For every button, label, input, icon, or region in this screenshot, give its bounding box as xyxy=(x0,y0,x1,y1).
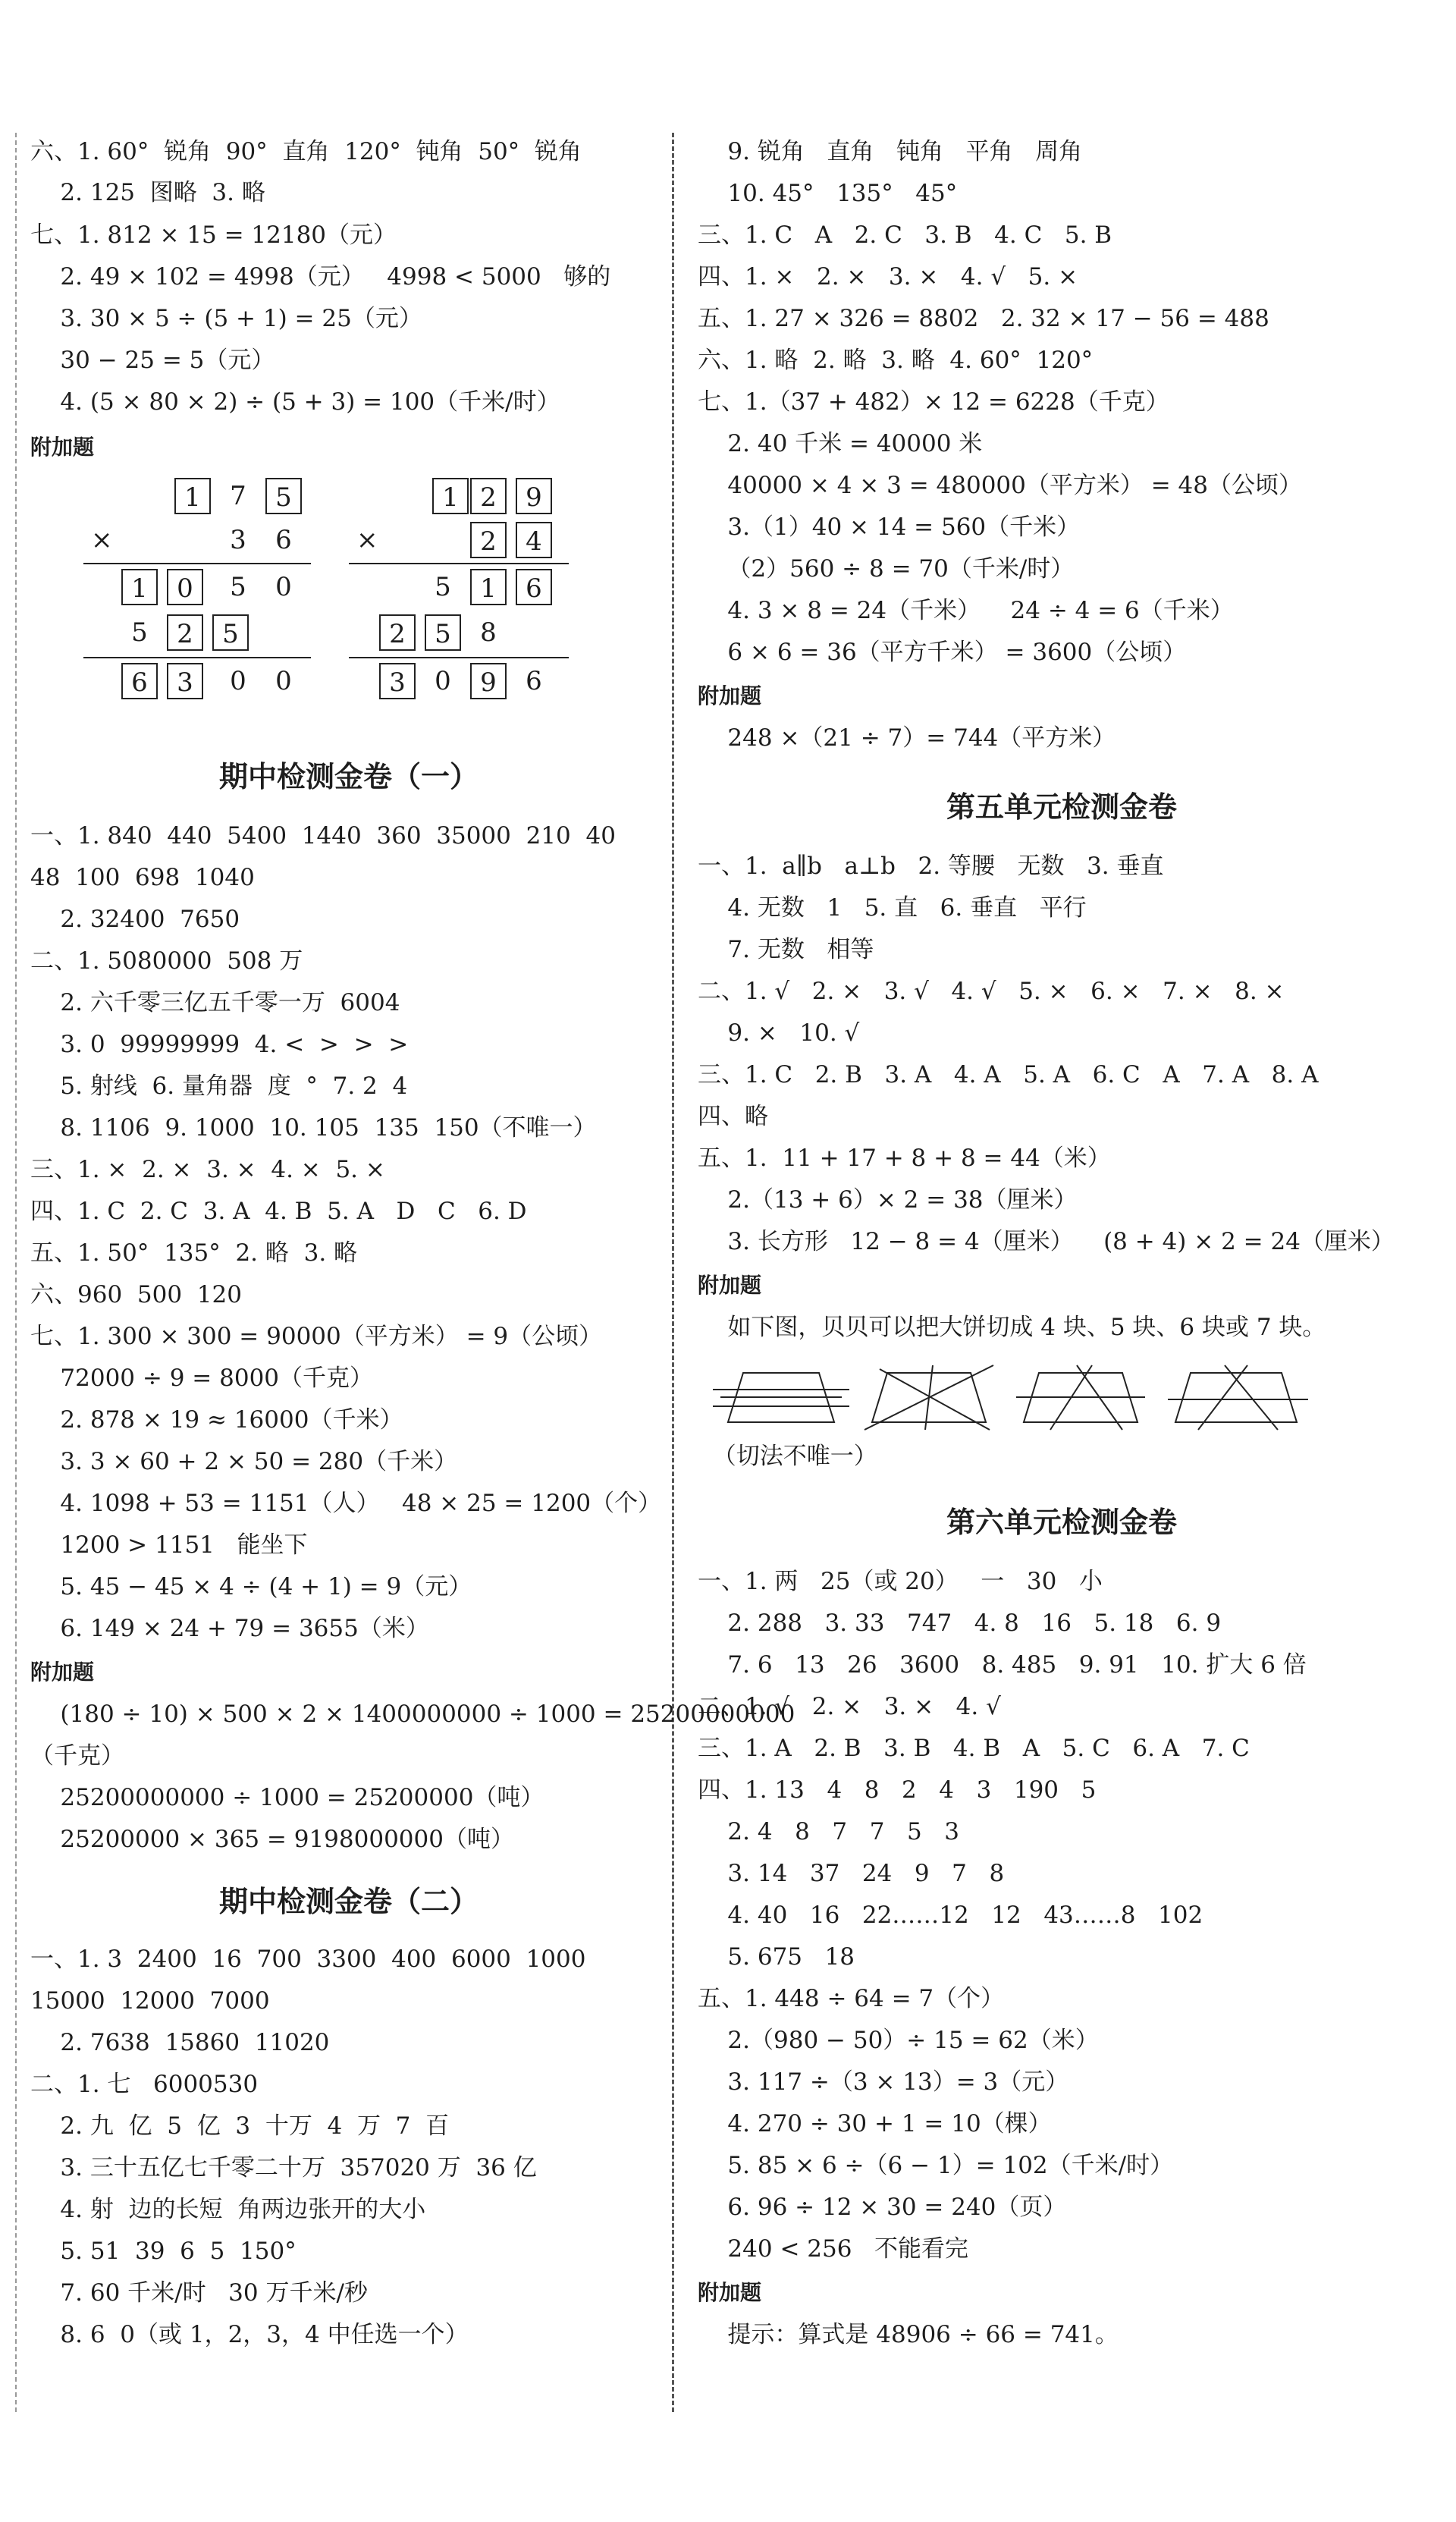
pancake-cut-diagrams xyxy=(705,1358,1320,1434)
section-title: 第六单元检测金卷 xyxy=(946,1506,1177,1539)
sum-rule xyxy=(83,563,311,564)
digit-box: 9 xyxy=(470,663,507,699)
answer-line: 3. 三十五亿七千零二十万 357020 万 36 亿 xyxy=(30,2154,537,2181)
digit-box: 5 xyxy=(265,478,302,514)
answer-line: 二、1. √ 2. × 3. √ 4. √ 5. × 6. × 7. × 8. × xyxy=(698,978,1285,1005)
answer-line: 4. 射 边的长短 角两边张开的大小 xyxy=(30,2196,426,2223)
answer-line: 三、1. × 2. × 3. × 4. × 5. × xyxy=(30,1156,385,1183)
digit-box: 2 xyxy=(379,614,416,651)
answer-line: 2. 32400 7650 xyxy=(30,906,240,933)
extra-question-label: 附加题 xyxy=(698,683,762,708)
answer-line: 5. 85 × 6 ÷（6 − 1）= 102（千米/时） xyxy=(698,2152,1174,2179)
digit: 6 xyxy=(275,525,292,555)
answer-line: 2.（980 − 50）÷ 15 = 62（米） xyxy=(698,2027,1099,2054)
cut-diagram-4-pieces xyxy=(713,1373,849,1422)
answer-line: 3. 14 37 24 9 7 8 xyxy=(698,1860,1005,1887)
answer-line: 4. 3 × 8 = 24（千米） 24 ÷ 4 = 6（千米） xyxy=(698,597,1234,624)
digit-box: 9 xyxy=(516,478,552,514)
answer-line: 五、1. 448 ÷ 64 = 7（个） xyxy=(698,1985,1005,2012)
digit: 0 xyxy=(230,666,246,696)
answer-line: 72000 ÷ 9 = 8000（千克） xyxy=(30,1365,374,1392)
answer-line: 2. 7638 15860 11020 xyxy=(30,2029,330,2056)
answer-line: 40000 × 4 × 3 = 480000（平方米） = 48（公顷） xyxy=(698,472,1302,499)
answer-line: 8. 1106 9. 1000 10. 105 135 150（不唯一） xyxy=(30,1114,597,1142)
digit: 7 xyxy=(230,481,246,511)
answer-line: 三、1. C A 2. C 3. B 4. C 5. B xyxy=(698,221,1112,249)
digit-box: 1 xyxy=(174,478,211,514)
answer-line: 25200000 × 365 = 9198000000（吨） xyxy=(30,1826,514,1853)
answer-line: 六、960 500 120 xyxy=(30,1281,242,1308)
answer-line: 9. 锐角 直角 钝角 平角 周角 xyxy=(698,138,1083,165)
answer-line: （千克） xyxy=(30,1742,124,1770)
times-sign: × xyxy=(356,525,378,555)
answer-note: （切法不唯一） xyxy=(698,1443,877,1470)
sum-rule xyxy=(349,563,569,564)
answer-line: 7. 6 13 26 3600 8. 485 9. 91 10. 扩大 6 倍 xyxy=(698,1651,1307,1679)
extra-question-label: 附加题 xyxy=(30,1660,95,1685)
section-title: 期中检测金卷（一） xyxy=(218,760,479,793)
answer-line: 一、1. 3 2400 16 700 3300 400 6000 1000 xyxy=(30,1946,586,1973)
answer-line: 一、1. a∥b a⊥b 2. 等腰 无数 3. 垂直 xyxy=(698,853,1164,880)
answer-line: 五、1. 50° 135° 2. 略 3. 略 xyxy=(30,1239,358,1267)
answer-line: 4. 无数 1 5. 直 6. 垂直 平行 xyxy=(698,894,1087,922)
digit: 3 xyxy=(230,525,246,555)
extra-question-label: 附加题 xyxy=(698,1273,762,1298)
digit-box: 1 xyxy=(432,478,469,514)
answer-line: 5. 675 18 xyxy=(698,1943,855,1971)
answer-line: 4. 40 16 22……12 12 43……8 102 xyxy=(698,1902,1203,1929)
digit-box: 4 xyxy=(516,522,552,558)
digit-box: 5 xyxy=(212,614,249,651)
column-divider xyxy=(672,133,674,2412)
answer-line: 6. 149 × 24 + 79 = 3655（米） xyxy=(30,1615,429,1642)
answer-line: 2. 40 千米 = 40000 米 xyxy=(698,430,983,457)
vertical-multiplication-2 xyxy=(341,478,592,728)
answer-line: 二、1. 5080000 508 万 xyxy=(30,947,303,975)
answer-line: 4. 270 ÷ 30 + 1 = 10（棵） xyxy=(698,2110,1052,2137)
digit-box: 2 xyxy=(167,614,203,651)
answer-line: 四、略 xyxy=(698,1103,768,1130)
answer-line: 2. 125 图略 3. 略 xyxy=(30,179,265,206)
answer-line: 七、1.（37 + 482）× 12 = 6228（千克） xyxy=(698,388,1169,416)
digit-box: 1 xyxy=(470,569,507,605)
cut-diagram-6-pieces xyxy=(1016,1365,1145,1430)
digit: 0 xyxy=(435,666,451,696)
answer-line: 7. 60 千米/时 30 万千米/秒 xyxy=(30,2279,368,2307)
digit-box: 5 xyxy=(425,614,461,651)
cut-diagram-5-pieces xyxy=(864,1365,993,1430)
digit-box: 2 xyxy=(470,522,507,558)
answer-line: 240 < 256 不能看完 xyxy=(698,2235,968,2263)
digit-box: 6 xyxy=(121,663,158,699)
times-sign: × xyxy=(91,525,113,555)
digit: 5 xyxy=(435,572,451,602)
answer-line: 二、1. 七 6000530 xyxy=(30,2071,259,2098)
digit-box: 1 xyxy=(121,569,158,605)
answer-line: 三、1. C 2. B 3. A 4. A 5. A 6. C A 7. A 8. A xyxy=(698,1061,1319,1088)
answer-line: 2. 49 × 102 = 4998（元） 4998 < 5000 够的 xyxy=(30,263,611,291)
digit: 6 xyxy=(526,666,542,696)
answer-line: 15000 12000 7000 xyxy=(30,1987,270,2015)
extra-question-label: 附加题 xyxy=(30,435,95,460)
answer-line: 3.（1）40 × 14 = 560（千米） xyxy=(698,514,1081,541)
answer-line: 四、1. C 2. C 3. A 4. B 5. A D C 6. D xyxy=(30,1198,527,1225)
answer-line: 6 × 6 = 36（平方千米） = 3600（公顷） xyxy=(698,639,1187,666)
sum-rule xyxy=(349,657,569,658)
answer-line: 5. 射线 6. 量角器 度 ° 7. 2 4 xyxy=(30,1073,408,1100)
answer-line: 三、1. A 2. B 3. B 4. B A 5. C 6. A 7. C xyxy=(698,1735,1250,1762)
answer-line: 3. 长方形 12 − 8 = 4（厘米） (8 + 4) × 2 = 24（厘米） xyxy=(698,1228,1395,1255)
answer-line: 3. 3 × 60 + 2 × 50 = 280（千米） xyxy=(30,1448,458,1475)
answer-line: 2. 878 × 19 ≈ 16000（千米） xyxy=(30,1406,403,1434)
answer-line: 如下图，贝贝可以把大饼切成 4 块、5 块、6 块或 7 块。 xyxy=(698,1314,1326,1341)
cut-diagram-7-pieces xyxy=(1168,1365,1308,1430)
answer-line: 5. 45 − 45 × 4 ÷ (4 + 1) = 9（元） xyxy=(30,1573,472,1600)
binding-edge xyxy=(15,133,17,2412)
digit: 8 xyxy=(480,617,497,648)
answer-line: 9. × 10. √ xyxy=(698,1019,860,1047)
answer-line: 248 ×（21 ÷ 7）= 744（平方米） xyxy=(698,724,1116,752)
answer-line: 六、1. 略 2. 略 3. 略 4. 60° 120° xyxy=(698,347,1094,374)
answer-line: 3. 117 ÷（3 × 13）= 3（元） xyxy=(698,2068,1069,2096)
answer-line: 一、1. 两 25（或 20） 一 30 小 xyxy=(698,1568,1103,1595)
answer-line: 7. 无数 相等 xyxy=(698,936,874,963)
answer-line: 提示：算式是 48906 ÷ 66 = 741。 xyxy=(698,2321,1119,2348)
answer-line: 5. 51 39 6 5 150° xyxy=(30,2238,297,2265)
answer-line: 五、1. 27 × 326 = 8802 2. 32 × 17 − 56 = 488 xyxy=(698,305,1269,332)
answer-line: (180 ÷ 10) × 500 × 2 × 1400000000 ÷ 1000 = 25200000000 xyxy=(30,1701,795,1728)
digit-box: 2 xyxy=(470,478,507,514)
answer-line: 2. 九 亿 5 亿 3 十万 4 万 7 百 xyxy=(30,2112,450,2140)
answer-line: 2. 4 8 7 7 5 3 xyxy=(698,1818,959,1845)
answer-line: 1200 > 1151 能坐下 xyxy=(30,1531,308,1559)
answer-line: 四、1. × 2. × 3. × 4. √ 5. × xyxy=(698,263,1078,291)
answer-line: 2. 六千零三亿五千零一万 6004 xyxy=(30,989,400,1016)
digit: 5 xyxy=(131,617,148,648)
answer-line: 二、1. √ 2. × 3. × 4. √ xyxy=(698,1693,1001,1720)
section-title: 期中检测金卷（二） xyxy=(218,1885,479,1918)
answer-line: 五、1. 11 + 17 + 8 + 8 = 44（米） xyxy=(698,1145,1111,1172)
digit-box: 3 xyxy=(379,663,416,699)
answer-line: 3. 30 × 5 ÷ (5 + 1) = 25（元） xyxy=(30,305,422,332)
answer-line: 4. 1098 + 53 = 1151（人） 48 × 25 = 1200（个） xyxy=(30,1490,662,1517)
answer-line: 6. 96 ÷ 12 × 30 = 240（页） xyxy=(698,2194,1067,2221)
answer-line: 4. (5 × 80 × 2) ÷ (5 + 3) = 100（千米/时） xyxy=(30,388,560,416)
extra-question-label: 附加题 xyxy=(698,2280,762,2305)
answer-line: 30 − 25 = 5（元） xyxy=(30,347,275,374)
digit-box: 3 xyxy=(167,663,203,699)
vertical-multiplication-1 xyxy=(68,478,318,728)
answer-line: （2）560 ÷ 8 = 70（千米/时） xyxy=(698,555,1075,583)
answer-line: 一、1. 840 440 5400 1440 360 35000 210 40 xyxy=(30,822,616,850)
digit: 5 xyxy=(230,572,246,602)
answer-line: 2.（13 + 6）× 2 = 38（厘米） xyxy=(698,1186,1078,1214)
answer-line: 25200000000 ÷ 1000 = 25200000（吨） xyxy=(30,1784,544,1811)
digit-box: 0 xyxy=(167,569,203,605)
answer-line: 3. 0 99999999 4. < > > > xyxy=(30,1031,409,1058)
answer-line: 10. 45° 135° 45° xyxy=(698,180,958,207)
answer-line: 六、1. 60° 锐角 90° 直角 120° 钝角 50° 锐角 xyxy=(30,138,582,165)
digit: 0 xyxy=(275,666,292,696)
answer-line: 8. 6 0（或 1，2，3，4 中任选一个） xyxy=(30,2321,469,2348)
answer-line: 七、1. 300 × 300 = 90000（平方米） = 9（公顷） xyxy=(30,1323,603,1350)
answer-line: 四、1. 13 4 8 2 4 3 190 5 xyxy=(698,1776,1097,1804)
answer-line: 七、1. 812 × 15 = 12180（元） xyxy=(30,221,397,249)
section-title: 第五单元检测金卷 xyxy=(946,790,1177,824)
answer-line: 48 100 698 1040 xyxy=(30,864,255,891)
digit-box: 6 xyxy=(516,569,552,605)
answer-line: 2. 288 3. 33 747 4. 8 16 5. 18 6. 9 xyxy=(698,1610,1222,1637)
sum-rule xyxy=(83,657,311,658)
digit: 0 xyxy=(275,572,292,602)
